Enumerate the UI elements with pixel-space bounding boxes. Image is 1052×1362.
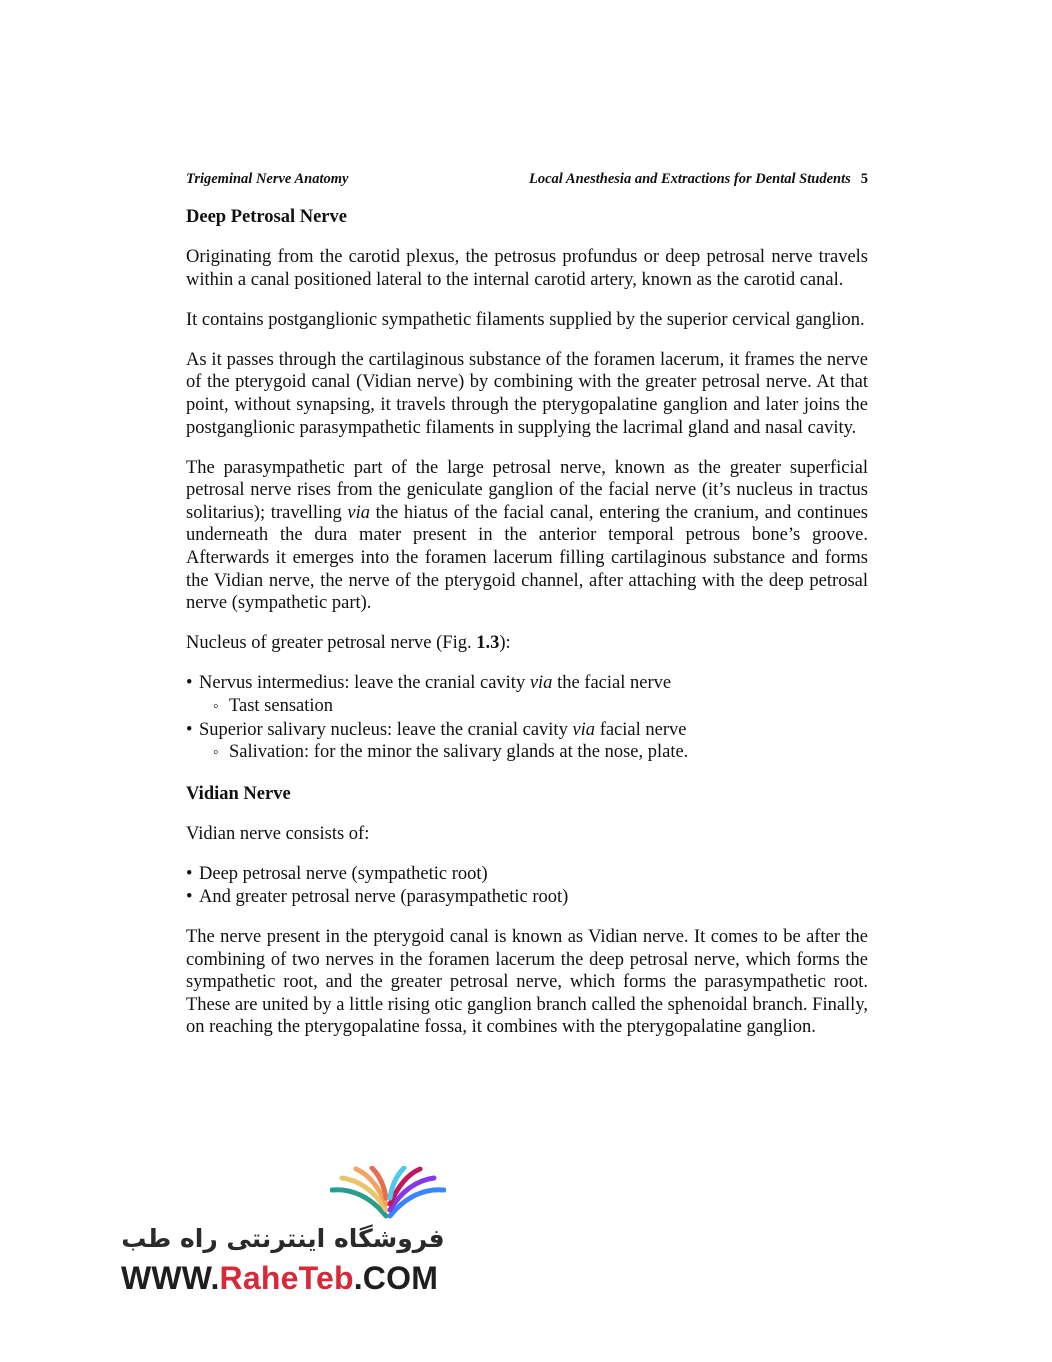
text-run: ):	[499, 633, 511, 654]
list-item	[186, 719, 868, 742]
header-book-title: Local Anesthesia and Extractions for Dental Students	[529, 171, 851, 187]
url-prefix: WWW.	[121, 1260, 220, 1296]
text-run: Superior salivary nucleus: leave the cranial cavity	[199, 719, 573, 740]
header-book-title-group	[529, 171, 868, 188]
heading-vidian-nerve: Vidian Nerve	[186, 784, 291, 805]
paragraph-greater-petrosal	[186, 457, 868, 615]
paragraph: As it passes through the cartilaginous substance of the foramen lacerum, it frames the nerve of the pterygoid canal (Vidian nerve) by combining with the greater petrosal nerve. At that point, without synapsing, it travels through the pterygopalatine ganglion and later joins the postganglionic parasympathetic filaments in supplying the lacrimal gland and nasal cavity.	[186, 349, 868, 438]
store-name-persian: فروشگاه اینترنتی راه طب	[121, 1224, 445, 1253]
italic-via: via	[529, 673, 553, 694]
heading-deep-petrosal-nerve: Deep Petrosal Nerve	[186, 207, 347, 227]
store-url	[121, 1260, 438, 1297]
list-item	[186, 672, 868, 695]
italic-via: via	[572, 719, 596, 740]
open-book-logo-icon	[330, 1166, 446, 1220]
running-header	[186, 171, 868, 188]
paragraph-vidian-description: The nerve present in the pterygoid canal is known as Vidian nerve. It comes to be after the combining of two nerves in the foramen lacerum the deep petrosal nerve, which forms the sympathetic root, and the greater petrosal nerve, which forms the parasympathetic root. These are united by a little rising otic ganglion branch called the sphenoidal branch. Finally, on reaching the pterygopalatine fossa, it combines with the pterygopalatine ganglion.	[186, 927, 868, 1038]
text-run: facial nerve	[595, 719, 687, 740]
watermark[interactable]	[118, 1166, 453, 1296]
figure-reference-link[interactable]: 1.3	[476, 633, 500, 654]
nucleus-list	[186, 672, 868, 764]
page-number: 5	[860, 171, 868, 187]
paragraph-nucleus-intro	[186, 632, 868, 655]
list-item: • And greater petrosal nerve (parasympathetic root)	[186, 886, 868, 909]
text-run: Nervus intermedius: leave the cranial cavity	[199, 673, 530, 694]
text-run: the facial nerve	[552, 673, 672, 694]
paragraph: Originating from the carotid plexus, the petrosus profundus or deep petrosal nerve travels within a canal positioned lateral to the internal carotid artery, known as the carotid canal.	[186, 247, 868, 290]
sub-list-item: ◦ Tast sensation	[186, 695, 868, 719]
italic-via: via	[347, 502, 370, 523]
text-run: Nucleus of greater petrosal nerve (Fig.	[186, 633, 477, 654]
text-run: the hiatus of the facial canal, entering the cranium, and continues underneath the dura mater present in the anterior temporal petrous bone’s groove. Afterwards it emerges into the foramen lacerum filling cartilaginous substance and forms the Vidian nerve, the nerve of the pterygoid channel, after attaching with the deep petrosal nerve (sympathetic part).	[186, 502, 868, 614]
paragraph: It contains postganglionic sympathetic filaments supplied by the superior cervical ganglion.	[186, 309, 865, 330]
list-item: • Deep petrosal nerve (sympathetic root)	[186, 863, 868, 886]
vidian-list	[186, 863, 868, 908]
page-content	[186, 205, 868, 1057]
text-run: The parasympathetic part of the large petrosal nerve, known as the greater superficial petrosal nerve rises from the geniculate ganglion of the facial nerve (it’s nucleus in tractus solitarius); travelling	[186, 457, 868, 523]
url-brand: RaheTeb	[219, 1260, 354, 1296]
header-chapter-title: Trigeminal Nerve Anatomy	[186, 171, 349, 187]
paragraph-vidian-intro: Vidian nerve consists of:	[186, 824, 370, 845]
sub-list-item: ◦ Salivation: for the minor the salivary glands at the nose, plate.	[186, 741, 868, 765]
url-suffix: .COM	[353, 1260, 439, 1296]
